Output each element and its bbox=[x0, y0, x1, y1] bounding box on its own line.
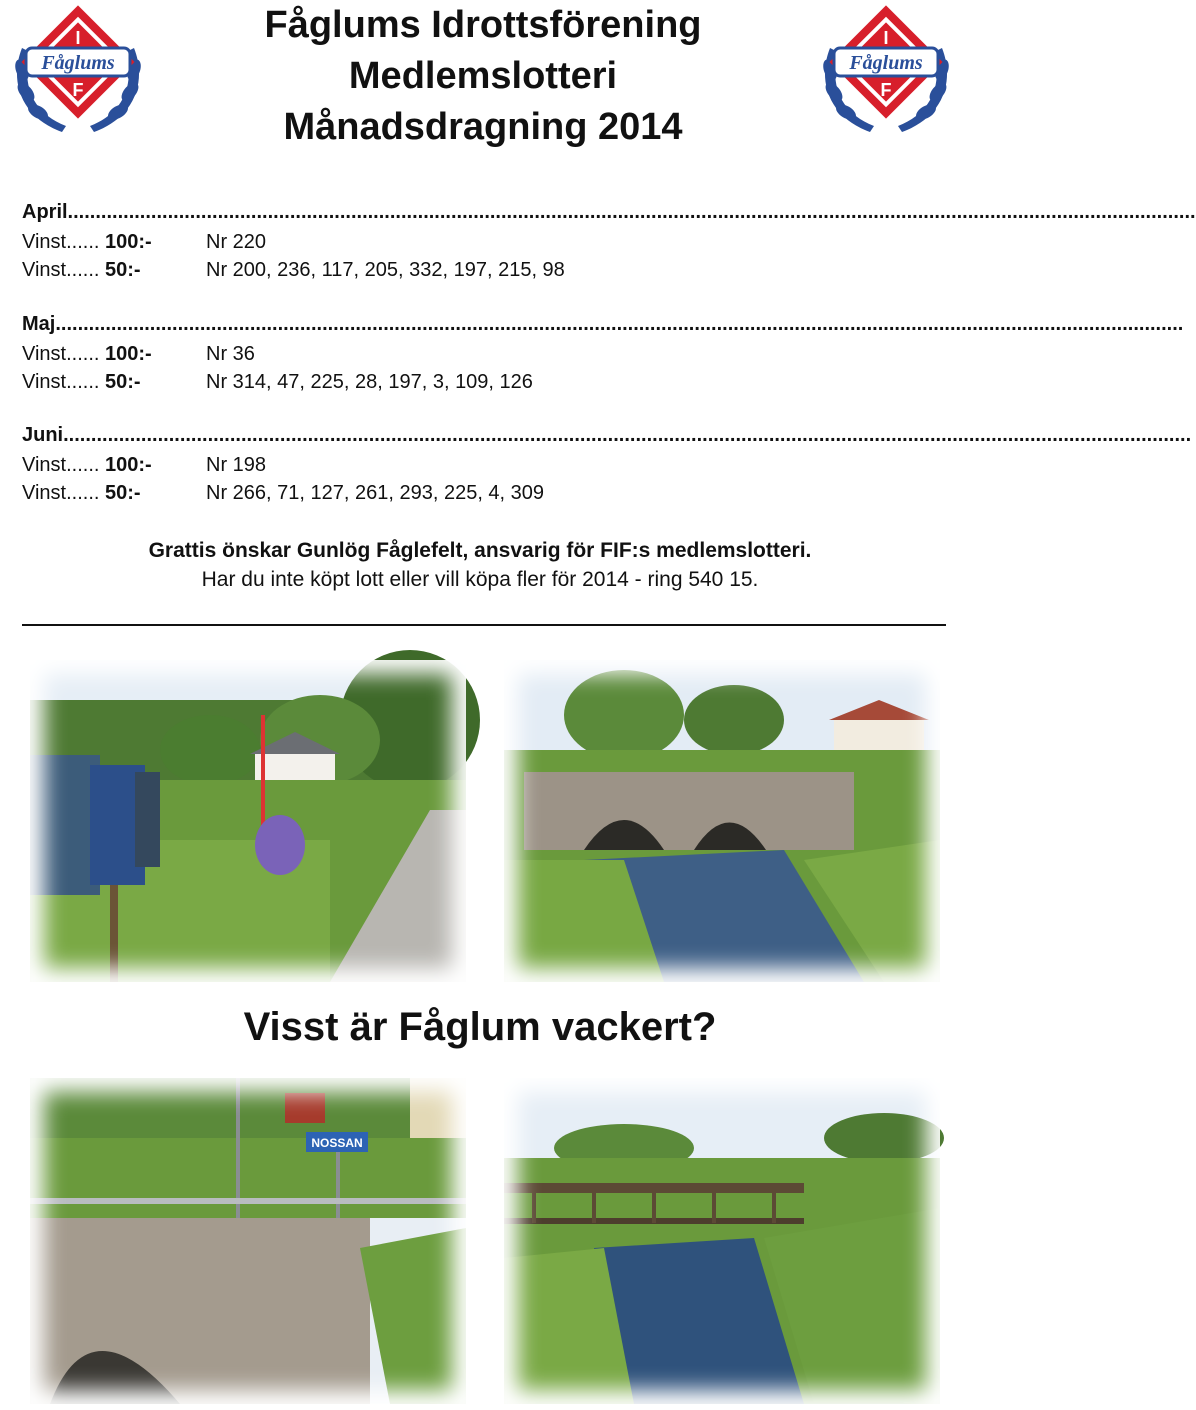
winning-numbers: Nr 198 bbox=[206, 454, 267, 476]
prize-row: Vinst...... 100:- Nr 36 bbox=[22, 340, 922, 368]
month-heading: Maj... ........................................................................................................................................................................................................ bbox=[22, 313, 1184, 335]
svg-text:I: I bbox=[883, 28, 889, 48]
photo-stone-bridge bbox=[504, 660, 940, 982]
winning-numbers: Nr 36 bbox=[206, 343, 255, 365]
winning-numbers: Nr 220 bbox=[206, 231, 267, 253]
svg-text:I: I bbox=[75, 28, 81, 48]
winning-numbers: Nr 266, 71, 127, 261, 293, 225, 4, 309 bbox=[206, 482, 545, 504]
draw-section-april bbox=[22, 201, 1196, 284]
prize-row: Vinst...... 100:- Nr 220 bbox=[22, 228, 922, 256]
svg-text:Fåglums: Fåglums bbox=[849, 52, 923, 74]
prize-row: Vinst...... 100:- Nr 198 bbox=[22, 451, 922, 479]
logo-diamond bbox=[829, 5, 942, 118]
divider-line bbox=[22, 624, 946, 626]
congrats-line-2: Har du inte köpt lott eller vill köpa fler för 2014 - ring 540 15. bbox=[201, 568, 759, 591]
congratulations-text bbox=[0, 536, 960, 594]
club-logo-left bbox=[8, 8, 148, 138]
prize-row: Vinst...... 50:- Nr 200, 236, 117, 205, 332, 197, 215, 98 bbox=[22, 256, 922, 284]
draw-section-maj bbox=[22, 313, 1184, 396]
month-heading: Juni... ........................................................................................................................................................................................................ bbox=[22, 424, 1192, 446]
slogan: Visst är Fåglum vackert? bbox=[243, 1005, 717, 1049]
svg-text:F: F bbox=[880, 80, 892, 100]
winning-numbers: Nr 200, 236, 117, 205, 332, 197, 215, 98 bbox=[206, 259, 565, 281]
title-lottery: Medlemslotteri bbox=[348, 55, 618, 97]
title-monthly-draw: Månadsdragning 2014 bbox=[283, 106, 683, 148]
month-heading: April... ........................................................................................................................................................................................................ bbox=[22, 201, 1196, 223]
winning-numbers: Nr 314, 47, 225, 28, 197, 3, 109, 126 bbox=[206, 371, 533, 393]
photo-nossan-sign-bridge bbox=[30, 1078, 466, 1404]
prize-row: Vinst...... 50:- Nr 266, 71, 127, 261, 293, 225, 4, 309 bbox=[22, 479, 922, 507]
page-title bbox=[160, 0, 806, 153]
photo-footbridge bbox=[504, 1078, 940, 1404]
prize-row: Vinst...... 50:- Nr 314, 47, 225, 28, 197, 3, 109, 126 bbox=[22, 368, 922, 396]
svg-text:F: F bbox=[72, 80, 84, 100]
title-club-name: Fåglums Idrottsförening bbox=[264, 4, 702, 46]
draw-section-juni bbox=[22, 424, 1192, 507]
nossan-sign: NOSSAN bbox=[311, 1136, 363, 1150]
congrats-line-1: Grattis önskar Gunlög Fåglefelt, ansvarig för FIF:s medlemslotteri. bbox=[148, 539, 812, 562]
svg-text:Fåglums: Fåglums bbox=[41, 52, 115, 74]
logo-diamond bbox=[21, 5, 134, 118]
photo-mailboxes-road bbox=[30, 660, 466, 982]
club-logo-right bbox=[816, 8, 956, 138]
